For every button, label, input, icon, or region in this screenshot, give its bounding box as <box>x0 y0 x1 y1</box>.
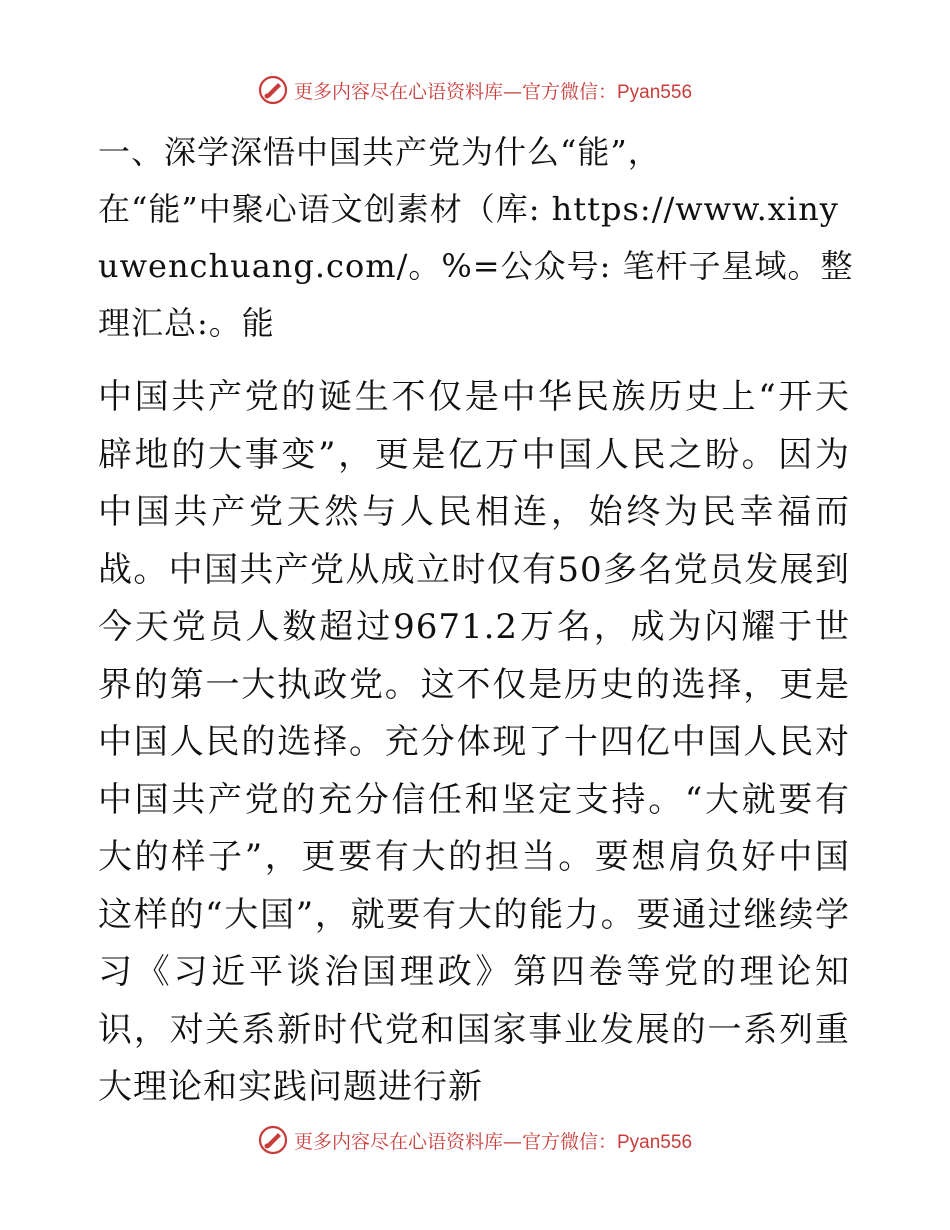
banner-text <box>294 77 692 104</box>
body-paragraph: 中国共产党的诞生不仅是中华民族历史上“开天辟地的大事变”，更是亿万中国人民之盼。因为中国共产党天然与人民相连，始终为民幸福而战。中国共产党从成立时仅有50多名党员发展到今天党员人数超过9671.2万名，成为闪耀于世界的第一大执政党。这不仅是历史的选择，更是中国人民的选择。充分体现了十四亿中国人民对中国共产党的充分信任和坚定支持。“大就要有大的样子”，更要有大的担当。要想肩负好中国这样的“大国”，就要有大的能力。要通过继续学习《习近平谈治国理政》第四卷等党的理论知识，对关系新时代党和国家事业发展的一系列重大理论和实践问题进行新 <box>98 377 850 1107</box>
xinyu-logo-icon <box>258 1125 288 1155</box>
banner-text <box>294 1127 692 1154</box>
banner-wechat-id: Pyan556 <box>617 81 693 103</box>
section-heading: 一、深学深悟中国共产党为什么“能”， 在“能”中聚心语文创素材（库: https://www.xinyuwenchuang.com/。%=公众号: 笔杆子星域。整理汇总:。能 <box>98 133 854 342</box>
banner-main-text: 更多内容尽在心语资料库—官方微信： <box>293 80 617 103</box>
header-banner <box>0 70 950 110</box>
banner-wechat-id: Pyan556 <box>617 1131 693 1153</box>
xinyu-logo-icon <box>258 75 288 105</box>
footer-banner <box>0 1120 950 1160</box>
banner-main-text: 更多内容尽在心语资料库—官方微信： <box>293 1130 617 1153</box>
